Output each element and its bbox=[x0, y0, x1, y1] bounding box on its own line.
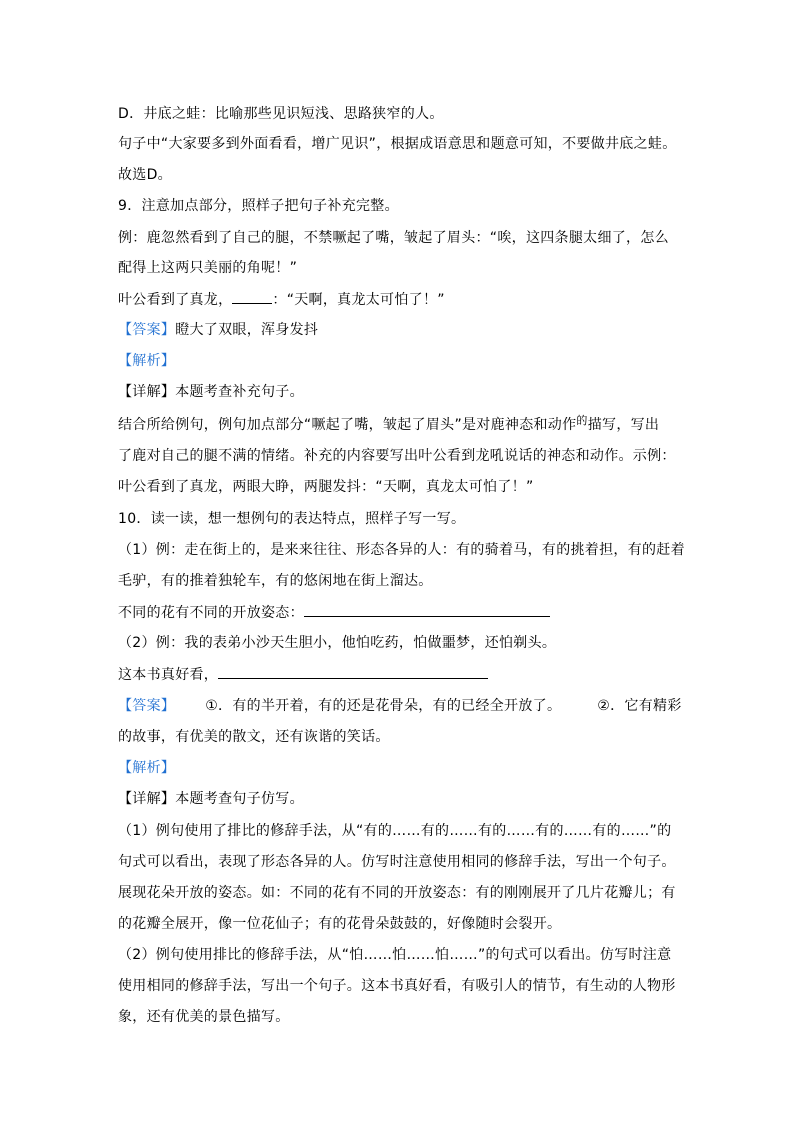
analysis-heading bbox=[118, 351, 175, 371]
detail-line: 的花瓣全展开，像一位花仙子；有的花骨朵鼓鼓的，好像随时会裂开。 bbox=[118, 916, 562, 932]
detail-line: 叶公看到了真龙，两眼大睁，两腿发抖：“天啊，真龙太可怕了！” bbox=[118, 479, 534, 495]
detail-line: 了鹿对自己的腿不满的情绪。补充的内容要写出叶公看到龙吼说话的神态和动作。示例： bbox=[118, 448, 676, 464]
example-1-line: （1）例：走在街上的，是来来往往、形态各异的人：有的骑着马，有的挑着担，有的赶着 bbox=[118, 542, 685, 558]
answer-blank bbox=[304, 602, 550, 617]
answer-blank bbox=[232, 289, 272, 304]
question-10-title: 10．读一读，想一想例句的表达特点，照样子写一写。 bbox=[118, 511, 466, 527]
example-2-line: （2）例：我的表弟小沙天生胆小，他怕吃药，怕做噩梦，还怕剃头。 bbox=[118, 635, 557, 651]
detail-line: 象，还有优美的景色描写。 bbox=[118, 1009, 290, 1025]
fill-blank-line: 这本书真好看， bbox=[118, 664, 488, 685]
detail-line: 【详解】本题考查句子仿写。 bbox=[118, 791, 304, 807]
detail-line: 使用相同的修辞手法，写出一个句子。这本书真好看，有吸引人的情节，有生动的人物形 bbox=[118, 978, 676, 994]
analysis-tag: 【解析】 bbox=[118, 760, 176, 776]
detail-line: 展现花朵开放的姿态。如：不同的花有不同的开放姿态：有的刚刚展开了几片花瓣儿；有 bbox=[118, 885, 676, 901]
fill-blank-line: 不同的花有不同的开放姿态： bbox=[118, 602, 550, 623]
example-sentence-line: 配得上这两只美丽的角呢！” bbox=[118, 260, 298, 276]
detail-line: 结合所给例句，例句加点部分“噘起了嘴，皱起了眉头”是对鹿神态和动作$^的$描写，写出 bbox=[118, 414, 660, 433]
detail-line: （2）例句使用排比的修辞手法，从“怕……怕……怕……”的句式可以看出。仿写时注意 bbox=[118, 947, 672, 963]
question-9-title: 9．注意加点部分，照样子把句子补充完整。 bbox=[118, 198, 399, 214]
answer-line: 【答案】 ①．有的半开着，有的还是花骨朵，有的已经全开放了。 ②．它有精彩 bbox=[118, 698, 682, 714]
example-1-line: 毛驴，有的推着独轮车，有的悠闲地在街上溜达。 bbox=[118, 573, 433, 589]
analysis-tag: 【解析】 bbox=[118, 353, 176, 369]
fill-blank-line: 叶公看到了真龙， ：“天啊，真龙太可怕了！” bbox=[118, 289, 445, 310]
answer-line: 【答案】瞪大了双眼，浑身发抖 bbox=[118, 322, 319, 338]
answer-tag: 【答案】 bbox=[118, 698, 176, 714]
detail-line: 【详解】本题考查补充句子。 bbox=[118, 384, 304, 400]
analysis-heading bbox=[118, 758, 175, 778]
answer-line: 的故事，有优美的散文，还有诙谐的笑话。 bbox=[118, 729, 390, 745]
conclusion-line: 故选D。 bbox=[118, 167, 172, 183]
example-sentence-line: 例：鹿忽然看到了自己的腿，不禁噘起了嘴，皱起了眉头：“唉，这四条腿太细了，怎么 bbox=[118, 230, 669, 246]
detail-line: 句式可以看出，表现了形态各异的人。仿写时注意使用相同的修辞手法，写出一个句子。 bbox=[118, 854, 676, 870]
answer-blank bbox=[218, 664, 488, 679]
answer-tag: 【答案】 bbox=[118, 322, 176, 338]
explanation-line: 句子中“大家要多到外面看看，增广见识”，根据成语意思和题意可知，不要做井底之蛙。 bbox=[118, 136, 677, 152]
option-d-line: D．井底之蛙：比喻那些见识短浅、思路狭窄的人。 bbox=[118, 106, 444, 122]
detail-line: （1）例句使用了排比的修辞手法，从“有的……有的……有的……有的……有的……”的 bbox=[118, 823, 672, 839]
